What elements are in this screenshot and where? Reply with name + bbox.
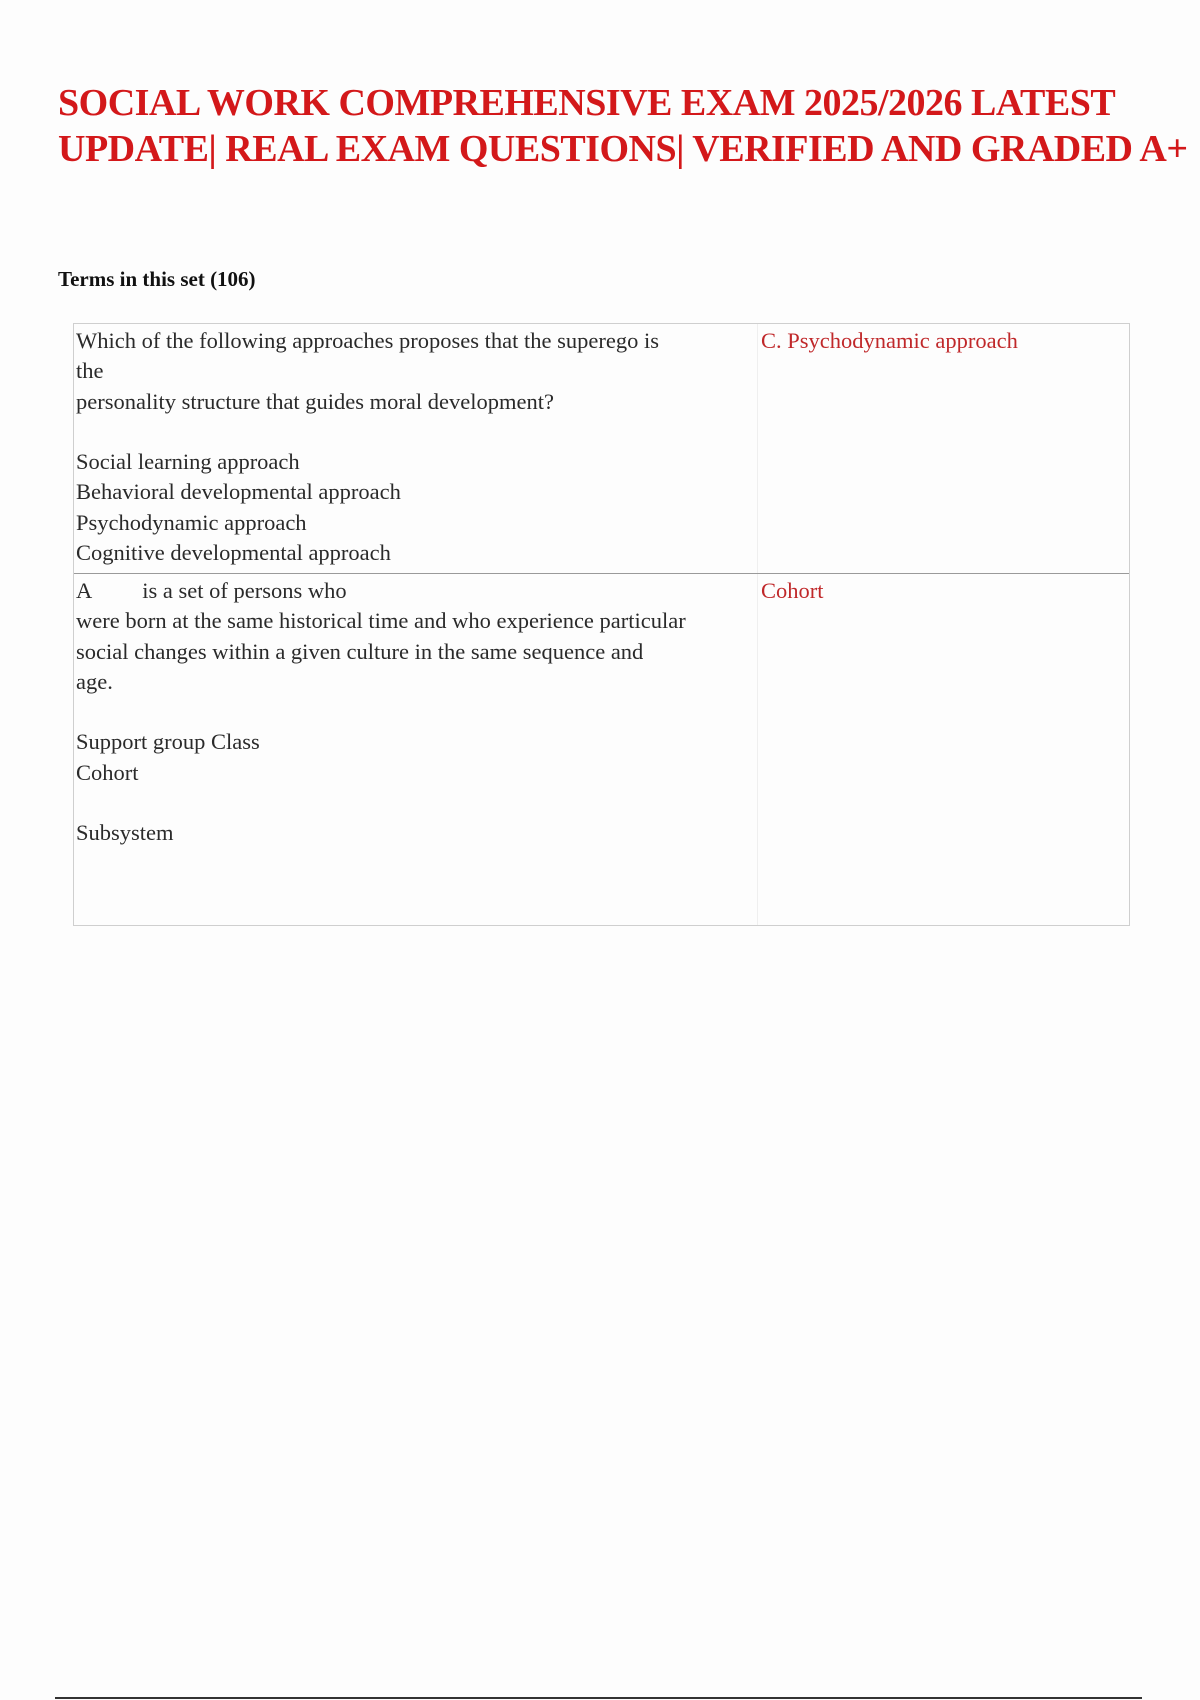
answer-option: Cohort (76, 759, 139, 785)
terms-count-label: Terms in this set (106) (58, 267, 256, 291)
question-start: A (76, 578, 93, 603)
correct-answer: C. Psychodynamic approach (761, 328, 1018, 353)
answer-option: Cognitive developmental approach (76, 540, 391, 566)
question-rest: is a set of persons who (142, 578, 347, 603)
term-row (74, 324, 1129, 574)
answer-option: Support group Class (76, 729, 260, 755)
question-line: age. (76, 668, 113, 694)
spacer (76, 417, 755, 447)
terms-table (73, 323, 1130, 926)
answer-option: Psychodynamic approach (76, 509, 307, 535)
answer-option: Subsystem (76, 820, 174, 846)
question-line (76, 576, 755, 606)
question-line: personality structure that guides moral development? (76, 388, 554, 414)
correct-answer: Cohort (761, 578, 824, 603)
term-answer (758, 324, 1129, 573)
spacer (76, 788, 755, 818)
question-line: the (76, 358, 104, 384)
footer-divider (55, 1697, 1142, 1699)
answer-option: Behavioral developmental approach (76, 479, 401, 505)
term-question (74, 574, 758, 925)
question-line: social changes within a given culture in the same sequence and (76, 638, 644, 664)
question-line: were born at the same historical time and who experience particular (76, 608, 686, 634)
question-line: Which of the following approaches proposes that the superego is (76, 328, 659, 353)
spacer (76, 697, 755, 727)
document-title-line-2: UPDATE| REAL EXAM QUESTIONS| VERIFIED AND GRADED A+ (58, 128, 1188, 170)
term-question (74, 324, 758, 573)
document-title (58, 80, 1188, 172)
term-answer (758, 574, 1129, 925)
answer-option: Social learning approach (76, 449, 300, 475)
term-row (74, 574, 1129, 925)
document-title-line-1: SOCIAL WORK COMPREHENSIVE EXAM 2025/2026 LATEST (58, 82, 1116, 124)
